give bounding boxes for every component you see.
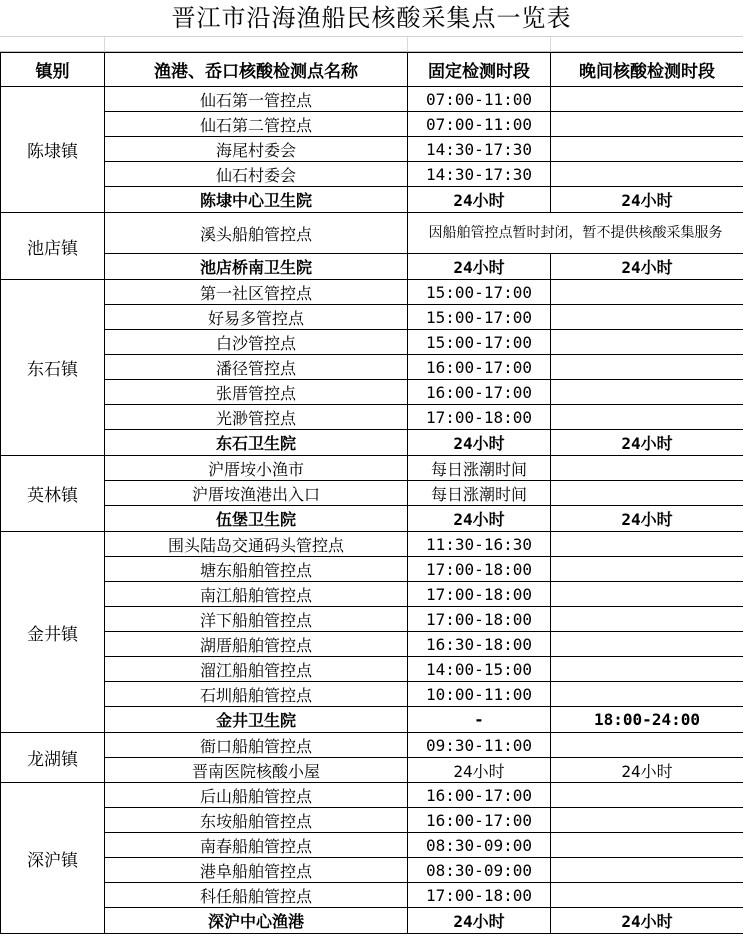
site-cell: 仙石第二管控点	[105, 112, 408, 137]
site-cell: 洋下船舶管控点	[105, 607, 408, 632]
site-cell: 晋南医院核酸小屋	[105, 758, 408, 783]
site-cell: 溜江船舶管控点	[105, 657, 408, 682]
fixed-time-cell: 17:00-18:00	[408, 582, 551, 607]
evening-time-cell: 24小时	[551, 758, 743, 783]
site-cell: 池店桥南卫生院	[105, 254, 408, 280]
fixed-time-cell: 08:30-09:00	[408, 858, 551, 883]
site-cell: 陈埭中心卫生院	[105, 187, 408, 213]
header-row	[1, 53, 743, 87]
site-cell: 东石卫生院	[105, 430, 408, 456]
table-row	[1, 883, 743, 908]
site-cell: 湖厝船舶管控点	[105, 632, 408, 657]
fixed-time-cell: 16:00-17:00	[408, 783, 551, 808]
header-fixed-time: 固定检测时段	[408, 53, 551, 87]
evening-time-cell: 24小时	[551, 430, 743, 456]
table-row	[1, 305, 743, 330]
header-evening-time: 晚间核酸检测时段	[551, 53, 743, 87]
evening-time-cell	[551, 162, 743, 187]
site-cell: 深沪中心渔港	[105, 908, 408, 934]
fixed-time-cell: 16:00-17:00	[408, 808, 551, 833]
site-cell: 仙石村委会	[105, 162, 408, 187]
spacer-row	[0, 37, 743, 52]
evening-time-cell	[551, 380, 743, 405]
header-town: 镇别	[1, 53, 105, 87]
evening-time-cell	[551, 833, 743, 858]
fixed-time-cell: 每日涨潮时间	[408, 481, 551, 506]
evening-time-cell	[551, 883, 743, 908]
table-row	[1, 783, 743, 808]
fixed-time-cell: 17:00-18:00	[408, 405, 551, 430]
evening-time-cell: 18:00-24:00	[551, 707, 743, 733]
town-cell: 深沪镇	[1, 783, 105, 934]
evening-time-cell: 24小时	[551, 254, 743, 280]
fixed-time-cell: 24小时	[408, 908, 551, 934]
evening-time-cell	[551, 280, 743, 305]
fixed-time-cell: 10:00-11:00	[408, 682, 551, 707]
table-body	[1, 87, 743, 934]
site-cell: 东垵船舶管控点	[105, 808, 408, 833]
evening-time-cell	[551, 532, 743, 557]
table-row	[1, 280, 743, 305]
evening-time-cell	[551, 456, 743, 481]
evening-time-cell: 24小时	[551, 506, 743, 532]
site-cell: 溪头船舶管控点	[105, 213, 408, 254]
table-row	[1, 858, 743, 883]
table-row	[1, 213, 743, 254]
town-cell: 池店镇	[1, 213, 105, 280]
evening-time-cell	[551, 137, 743, 162]
evening-time-cell	[551, 607, 743, 632]
evening-time-cell	[551, 657, 743, 682]
site-cell: 金井卫生院	[105, 707, 408, 733]
table-row	[1, 808, 743, 833]
table-row	[1, 330, 743, 355]
table-row	[1, 137, 743, 162]
site-cell: 石圳船舶管控点	[105, 682, 408, 707]
table-row	[1, 657, 743, 682]
fixed-time-cell: 14:30-17:30	[408, 137, 551, 162]
table-row	[1, 430, 743, 456]
header-site: 渔港、岙口核酸检测点名称	[105, 53, 408, 87]
site-cell: 围头陆岛交通码头管控点	[105, 532, 408, 557]
table-row	[1, 632, 743, 657]
site-cell: 潘径管控点	[105, 355, 408, 380]
fixed-time-cell: 24小时	[408, 254, 551, 280]
fixed-time-cell: 16:00-17:00	[408, 380, 551, 405]
fixed-time-cell: 16:30-18:00	[408, 632, 551, 657]
table-row	[1, 532, 743, 557]
fixed-time-cell: 16:00-17:00	[408, 355, 551, 380]
fixed-time-cell: 07:00-11:00	[408, 87, 551, 112]
table-row	[1, 254, 743, 280]
table-row	[1, 733, 743, 758]
fixed-time-cell: 17:00-18:00	[408, 557, 551, 582]
table-row	[1, 405, 743, 430]
site-cell: 科任船舶管控点	[105, 883, 408, 908]
evening-time-cell	[551, 682, 743, 707]
site-cell: 伍堡卫生院	[105, 506, 408, 532]
fixed-time-cell: 24小时	[408, 430, 551, 456]
town-cell: 陈埭镇	[1, 87, 105, 213]
site-cell: 南江船舶管控点	[105, 582, 408, 607]
evening-time-cell: 24小时	[551, 187, 743, 213]
evening-time-cell	[551, 355, 743, 380]
table-row	[1, 456, 743, 481]
evening-time-cell	[551, 330, 743, 355]
site-cell: 南春船舶管控点	[105, 833, 408, 858]
evening-time-cell	[551, 858, 743, 883]
table-row	[1, 187, 743, 213]
table-row	[1, 758, 743, 783]
fixed-time-cell: 14:00-15:00	[408, 657, 551, 682]
page-title: 晋江市沿海渔船民核酸采集点一览表	[0, 0, 743, 37]
evening-time-cell	[551, 305, 743, 330]
site-cell: 张厝管控点	[105, 380, 408, 405]
table-row	[1, 582, 743, 607]
evening-time-cell	[551, 783, 743, 808]
site-cell: 后山船舶管控点	[105, 783, 408, 808]
fixed-time-cell: 15:00-17:00	[408, 280, 551, 305]
site-cell: 白沙管控点	[105, 330, 408, 355]
table-row	[1, 557, 743, 582]
evening-time-cell	[551, 808, 743, 833]
table-row	[1, 506, 743, 532]
fixed-time-cell: 每日涨潮时间	[408, 456, 551, 481]
town-cell: 金井镇	[1, 532, 105, 733]
fixed-time-cell: 07:00-11:00	[408, 112, 551, 137]
table-row	[1, 707, 743, 733]
site-cell: 港阜船舶管控点	[105, 858, 408, 883]
site-cell: 沪厝垵渔港出入口	[105, 481, 408, 506]
evening-time-cell	[551, 405, 743, 430]
fixed-time-cell: 15:00-17:00	[408, 305, 551, 330]
fixed-time-cell: -	[408, 707, 551, 733]
sites-table	[0, 52, 743, 934]
table-row	[1, 908, 743, 934]
evening-time-cell	[551, 557, 743, 582]
evening-time-cell	[551, 582, 743, 607]
site-cell: 好易多管控点	[105, 305, 408, 330]
evening-time-cell	[551, 632, 743, 657]
fixed-time-cell: 17:00-18:00	[408, 883, 551, 908]
site-cell: 海尾村委会	[105, 137, 408, 162]
table-row	[1, 607, 743, 632]
notice-cell: 因船舶管控点暂时封闭，暂不提供核酸采集服务	[408, 213, 743, 254]
fixed-time-cell: 14:30-17:30	[408, 162, 551, 187]
table-row	[1, 87, 743, 112]
fixed-time-cell: 24小时	[408, 506, 551, 532]
fixed-time-cell: 09:30-11:00	[408, 733, 551, 758]
town-cell: 龙湖镇	[1, 733, 105, 783]
town-cell: 东石镇	[1, 280, 105, 456]
fixed-time-cell: 24小时	[408, 758, 551, 783]
table-row	[1, 682, 743, 707]
fixed-time-cell: 11:30-16:30	[408, 532, 551, 557]
table-row	[1, 481, 743, 506]
fixed-time-cell: 15:00-17:00	[408, 330, 551, 355]
fixed-time-cell: 08:30-09:00	[408, 833, 551, 858]
table-row	[1, 112, 743, 137]
site-cell: 仙石第一管控点	[105, 87, 408, 112]
site-cell: 第一社区管控点	[105, 280, 408, 305]
table-row	[1, 380, 743, 405]
evening-time-cell: 24小时	[551, 908, 743, 934]
fixed-time-cell: 17:00-18:00	[408, 607, 551, 632]
evening-time-cell	[551, 87, 743, 112]
evening-time-cell	[551, 112, 743, 137]
fixed-time-cell: 24小时	[408, 187, 551, 213]
table-row	[1, 162, 743, 187]
table-row	[1, 833, 743, 858]
site-cell: 衙口船舶管控点	[105, 733, 408, 758]
evening-time-cell	[551, 733, 743, 758]
site-cell: 塘东船舶管控点	[105, 557, 408, 582]
site-cell: 光渺管控点	[105, 405, 408, 430]
table-row	[1, 355, 743, 380]
site-cell: 沪厝垵小渔市	[105, 456, 408, 481]
evening-time-cell	[551, 481, 743, 506]
town-cell: 英林镇	[1, 456, 105, 532]
